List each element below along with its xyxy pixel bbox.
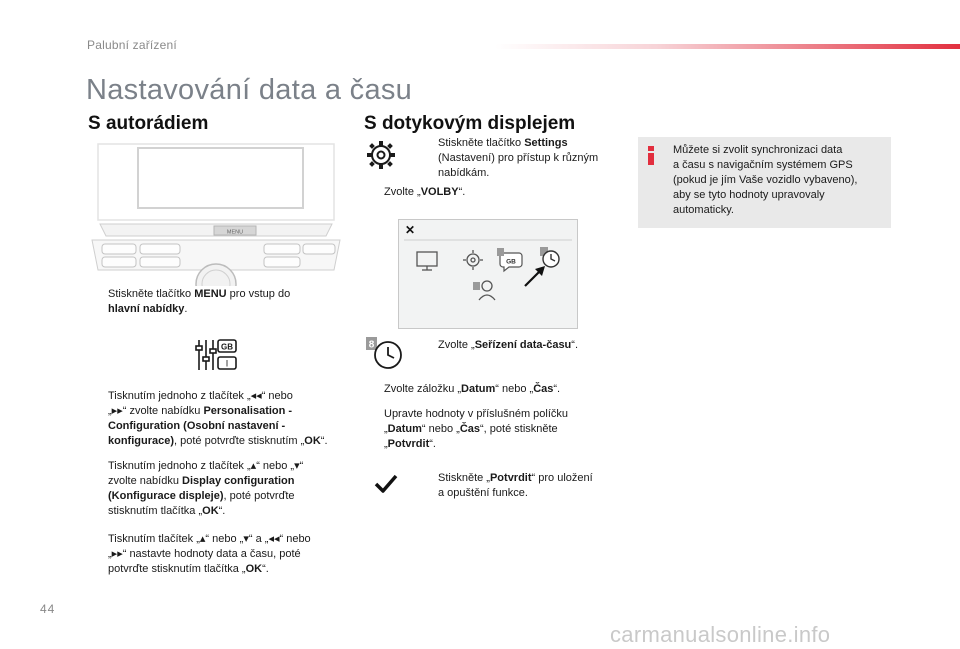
arrow-down-icon: ▾ <box>243 533 249 545</box>
section-label: Palubní zařízení <box>87 38 177 52</box>
badge-8: 8 <box>368 339 375 351</box>
info-icon <box>647 146 655 165</box>
right-step-1: Stiskněte tlačítko Settings (Nastavení) pro přístup k různým nabídkám. <box>438 137 599 179</box>
arrow-down-icon: ▾ <box>294 460 300 472</box>
radio-menu-key-label: MENU <box>226 229 244 236</box>
radio-unit-illustration <box>88 138 344 286</box>
i-badge-text: I <box>225 358 229 369</box>
right-step-2: Zvolte „VOLBY“. <box>384 186 466 198</box>
profile-icon <box>473 281 495 300</box>
heading-touchscreen: S dotykovým displejem <box>364 113 576 134</box>
page-title: Nastavování data a času <box>86 74 413 106</box>
arrow-up-icon: ▴ <box>250 460 257 472</box>
date-time-setting-icon <box>366 337 406 371</box>
touchscreen-options-screen <box>398 219 578 329</box>
heading-autoradio: S autorádiem <box>88 113 209 134</box>
screen-icons <box>399 220 577 328</box>
clock-icon <box>540 247 559 267</box>
left-step-4: Tisknutím tlačítek „▴“ nebo „▾“ a „◂◂“ nebo „▸▸“ nastavte hodnoty data a času, poté potvrďte stisknutím tlačítka „OK“. <box>108 533 311 575</box>
personalisation-menu-icon <box>193 337 239 373</box>
pointer-arrow-icon <box>525 266 545 286</box>
right-step-5: Upravte hodnoty v příslušném políčku „Datum“ nebo „Čas“, poté stiskněte „Potvrdit“. <box>384 408 569 450</box>
right-step-6: Stiskněte „Potvrdit“ pro uložení a opuštění funkce. <box>438 472 593 499</box>
arrow-left-icon: ◂◂ <box>250 390 262 402</box>
watermark: carmanualsonline.info <box>610 622 831 647</box>
settings-gear-icon <box>364 138 398 172</box>
info-box <box>638 137 891 228</box>
page-number: 44 <box>40 602 56 616</box>
display-icon <box>417 252 437 270</box>
arrow-left-icon: ◂◂ <box>268 533 280 545</box>
arrow-up-icon: ▴ <box>199 533 206 545</box>
header-accent-bar <box>495 44 960 49</box>
confirm-check-icon <box>374 474 398 494</box>
left-step-3: Tisknutím jednoho z tlačítek „▴“ nebo „▾“ zvolte nabídku Display configuration (Konfigurace displeje), poté potvrďte stisknutím tlačítka „OK“. <box>108 460 304 517</box>
left-step-2: Tisknutím jednoho z tlačítek „◂◂“ nebo „▸▸“ zvolte nabídku Personalisation - Configuration (Osobní nastavení - konfigurace), poté potvrďte stisknutím „OK“. <box>108 390 328 447</box>
close-icon: ✕ <box>405 223 416 237</box>
info-text: Můžete si zvolit synchronizaci data a času s navigačním systémem GPS (pokud je jím Vaše vozidlo vybaveno), aby se tyto hodnoty upravovaly automaticky. <box>673 144 858 216</box>
settings-icon <box>463 250 483 270</box>
arrow-right-icon: ▸▸ <box>111 548 123 560</box>
left-step-1: Stiskněte tlačítko MENU pro vstup do hlavní nabídky. <box>108 288 291 315</box>
gb-badge-text: GB <box>221 342 233 352</box>
right-step-4: Zvolte záložku „Datum“ nebo „Čas“. <box>384 383 561 395</box>
language-icon <box>497 248 522 271</box>
right-step-3: Zvolte „Seřízení data-času“. <box>438 339 579 351</box>
svg-text:GB: GB <box>506 258 516 266</box>
arrow-right-icon: ▸▸ <box>111 405 123 417</box>
